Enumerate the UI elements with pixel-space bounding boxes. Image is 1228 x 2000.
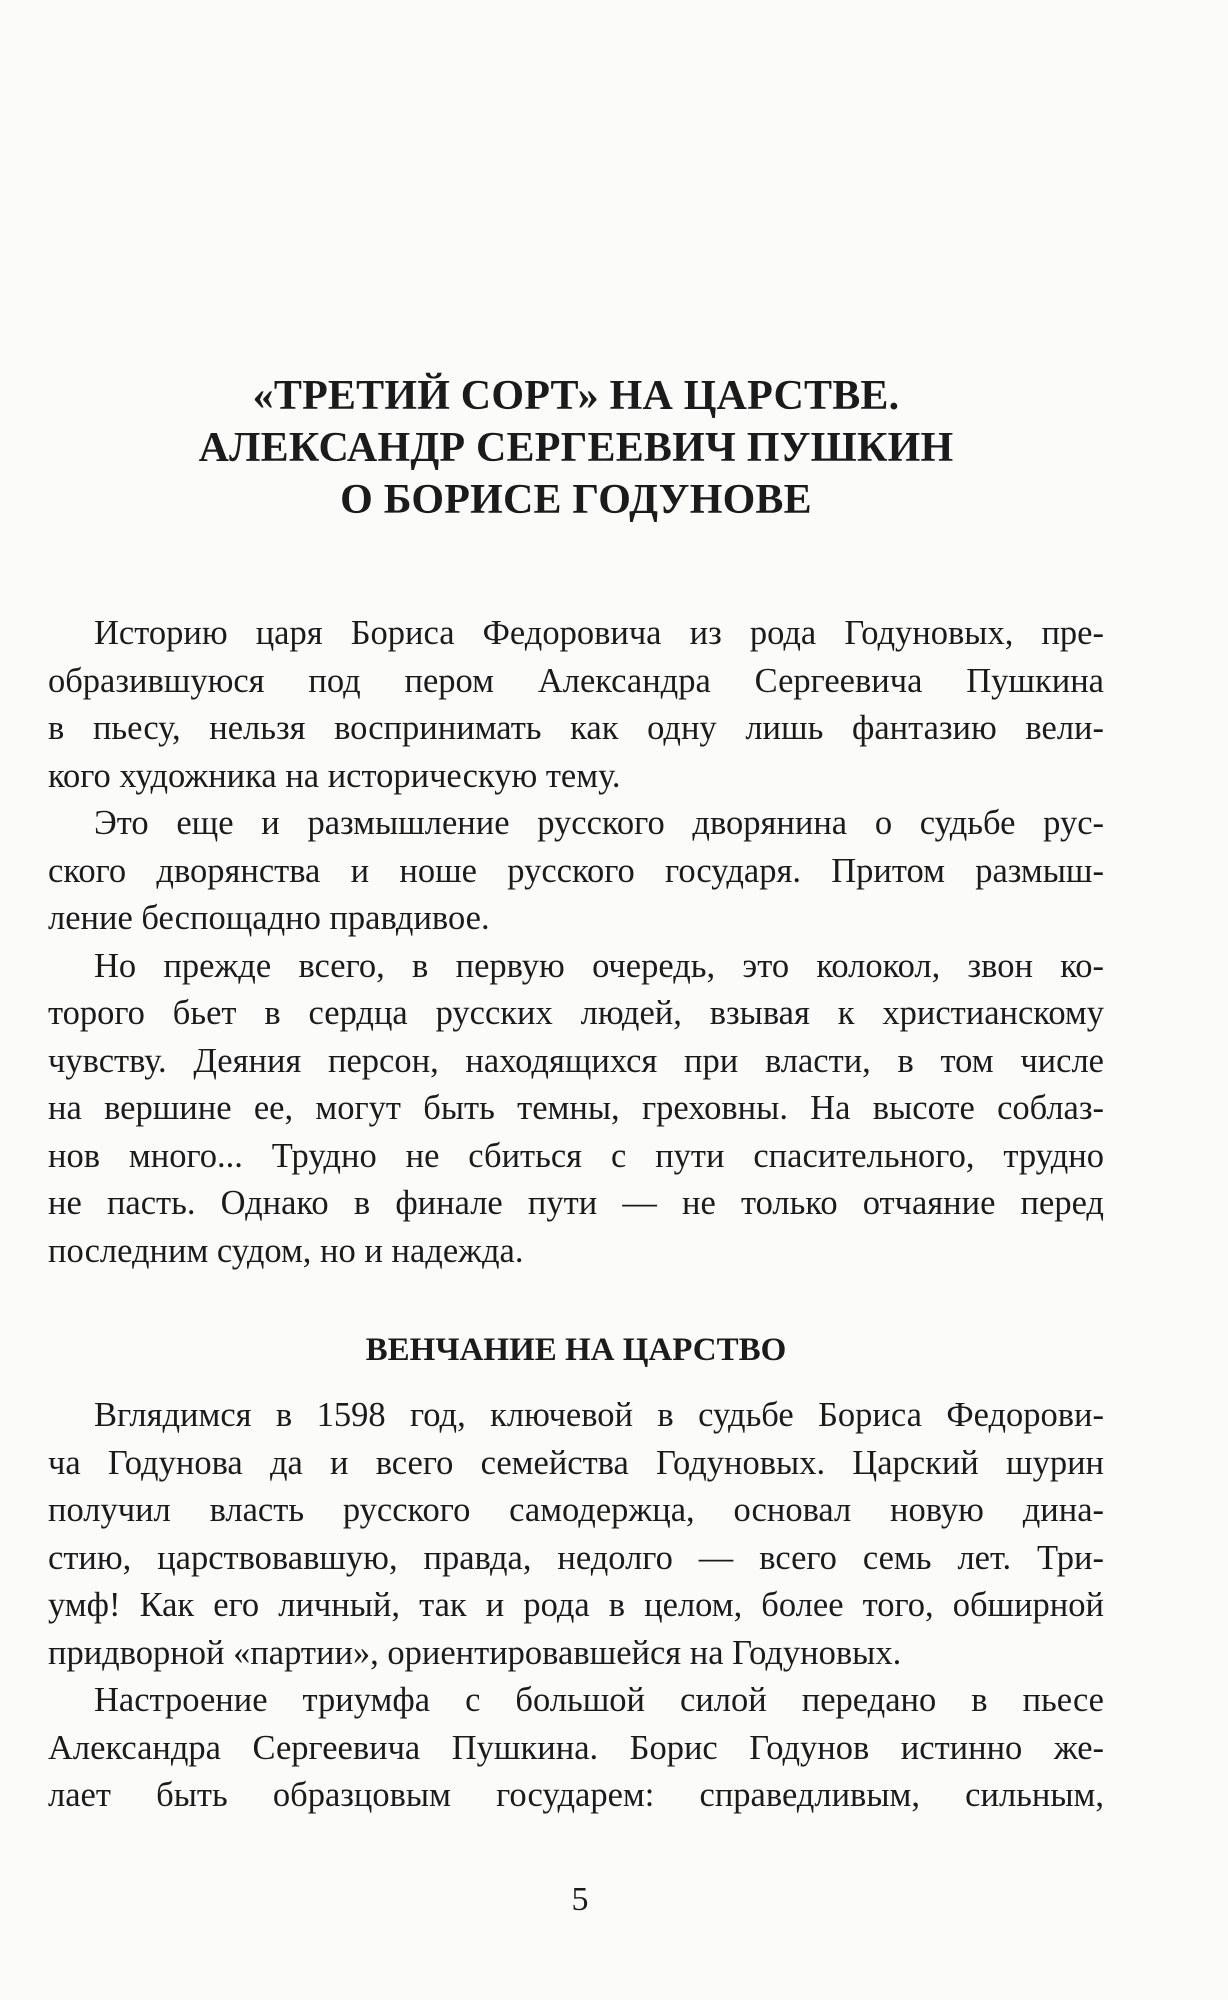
text-line: нов много... Трудно не сбиться с пути спасительного, трудно (48, 1136, 1104, 1175)
text-line: в пьесу, нельзя воспринимать как одну лишь фантазию вели- (48, 709, 1104, 747)
text-line: Историю царя Бориса Федоровича из рода Годуновых, пре- (94, 614, 1104, 652)
chapter-heading-line-2: АЛЕКСАНДР СЕРГЕЕВИЧ ПУШКИН (198, 425, 954, 471)
text-line: лает быть образцовым государем: справедливым, сильным, (48, 1776, 1104, 1814)
text-line: кого художника на историческую тему. (48, 756, 621, 795)
text-line: ского дворянства и ноше русского государя. Притом размыш- (48, 851, 1104, 890)
text-line: Александра Сергеевича Пушкина. Борис Годунов истинно же- (48, 1728, 1104, 1767)
text-line: стию, царствовавшую, правда, недолго — всего семь лет. Три- (48, 1538, 1104, 1577)
intro-text (48, 610, 1104, 1275)
section-title: ВЕНЧАНИЕ НА ЦАРСТВО (365, 1332, 787, 1368)
text-line: чувству. Деяния персон, находящихся при власти, в том числе (48, 1041, 1104, 1080)
text-line: торого бьет в сердца русских людей, взывая к христианскому (48, 994, 1104, 1032)
text-line: на вершине ее, могут быть темны, греховны. На высоте соблаз- (48, 1089, 1104, 1127)
chapter-heading-line-1: «ТРЕТИЙ СОРТ» НА ЦАРСТВЕ. (252, 373, 900, 419)
section-text (48, 1392, 1104, 1820)
text-line: получил власть русского самодержца, основал новую дина- (48, 1491, 1104, 1529)
text-line: образившуюся под пером Александра Сергеевича Пушкина (48, 661, 1104, 700)
page-number: 5 (571, 1881, 589, 1918)
text-line: умф! Как его личный, так и рода в целом, более того, обширной (48, 1586, 1104, 1624)
text-line: Настроение триумфа с большой силой передано в пьесе (94, 1681, 1104, 1719)
text-line: последним судом, но и надежда. (48, 1231, 524, 1270)
text-line: Вглядимся в 1598 год, ключевой в судьбе Бориса Федорови- (94, 1396, 1104, 1434)
chapter-heading-line-3: О БОРИСЕ ГОДУНОВЕ (340, 477, 812, 523)
text-line: ление беспощадно правдивое. (48, 899, 490, 937)
chapter-heading (48, 370, 1104, 526)
text-line: придворной «партии», ориентировавшейся на Годуновых. (48, 1633, 902, 1672)
text-line: Это еще и размышление русского дворянина о судьбе рус- (94, 804, 1104, 842)
text-line: ча Годунова да и всего семейства Годуновых. Царский шурин (48, 1443, 1104, 1482)
text-line: не пасть. Однако в финале пути — не только отчаяние перед (48, 1184, 1104, 1222)
text-line: Но прежде всего, в первую очередь, это колокол, звон ко- (94, 946, 1104, 985)
